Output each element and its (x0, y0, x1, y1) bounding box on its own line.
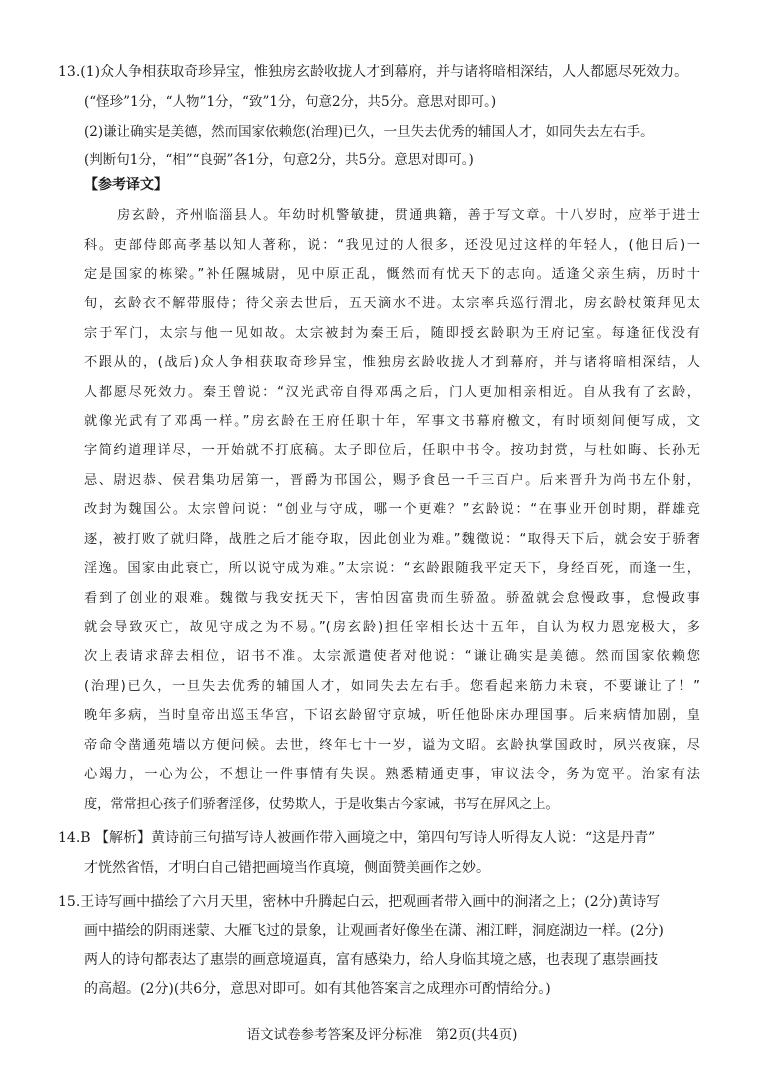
translation-line: 改封为魏国公。太宗曾问说：“创业与守成，哪一个更难？”玄龄说：“在事业开创时期，群雄竞 (84, 502, 700, 517)
q13-scoring-note-2: (判断句1分，“相”“良弼”各1分，句意2分，共5分。意思对即可。) (84, 152, 474, 168)
translation-line: 看到了创业的艰难。魏徵与我安抚天下，害怕因富贵而生骄盈。骄盈就会怠慢政事，怠慢政事 (84, 591, 700, 606)
translation-line: 房玄龄，齐州临淄县人。年幼时机警敏捷，贯通典籍，善于写文章。十八岁时，应举于进士 (117, 208, 700, 223)
translation-line: 科。吏部侍郎高孝基以知人著称，说：“我见过的人很多，还没见过这样的年轻人，(他日后)一 (84, 238, 700, 253)
q14-answer-line-2: 才恍然省悟，才明白自己错把画境当作真境，侧面赞美画作之妙。 (84, 860, 490, 876)
translation-line: 淫逸。国家由此衰亡，所以说守成为难。”太宗说：“玄龄跟随我平定天下，身经百死，而逢一生， (84, 561, 700, 576)
q13-scoring-note-1: (“怪珍”1分，“人物”1分，“致”1分，句意2分，共5分。意思对即可。) (84, 94, 497, 110)
translation-line: 帝命令凿通苑墙以方便问候。去世，终年七十一岁，谥为文昭。玄龄执掌国政时，夙兴夜寐，尽 (84, 738, 700, 753)
q15-answer-line-3: 两人的诗句都表达了惠崇的画意境逼真，富有感染力，给人身临其境之感，也表现了惠崇画技 (84, 952, 658, 968)
q15-answer-line-1: 15.王诗写画中描绘了六月天里，密林中升腾起白云，把观画者带入画中的涧渚之上；(2分)黄诗写 (58, 894, 661, 910)
q13-answer-2: (2)谦让确实是美德，然而国家依赖您(治理)已久，一旦失去优秀的辅国人才，如同失去左右手。 (84, 124, 654, 140)
page-footer: 语文试卷参考答案及评分标准 第2页(共4页) (246, 1027, 518, 1043)
translation-line: 晚年多病，当时皇帝出巡玉华宫，下诏玄龄留守京城，听任他卧床办理国事。后来病情加剧，皇 (84, 708, 700, 723)
translation-line: 度，常常担心孩子们骄奢淫侈，仗势欺人，于是收集古今家诫，书写在屏风之上。 (84, 797, 559, 812)
translation-line: 人都愿尽死效力。秦王曾说：“汉光武帝自得邓禹之后，门人更加相亲相近。自从我有了玄龄， (84, 385, 700, 400)
q14-answer-line-1: 14.B 【解析】黄诗前三句描写诗人被画作带入画境之中，第四句写诗人听得友人说：“这是丹青” (58, 830, 656, 846)
translation-line: 逐，被打败了就归降，战胜之后才能夺取，因此创业为难。”魏徵说：“取得天下后，就会安于骄奢 (84, 532, 700, 547)
translation-line: (治理)已久，一旦失去优秀的辅国人才，如同失去左右手。您看起来筋力未衰，不要谦让了！” (84, 679, 700, 694)
translation-line: 次上表请求辞去相位，诏书不准。太宗派遣使者对他说：“谦让确实是美德。然而国家依赖您 (84, 649, 700, 664)
q13-answer-1: 13.(1)众人争相获取奇珍异宝，惟独房玄龄收拢人才到幕府，并与诸将暗相深结，人人都愿尽死效力。 (58, 64, 689, 80)
translation-heading: 【参考译文】 (84, 177, 168, 193)
translation-line: 就像光武有了邓禹一样。”房玄龄在王府任职十年，军事文书幕府檄文，有时顷刻间便写成，文 (84, 414, 700, 429)
q15-answer-line-4: 的高超。(2分)(共6分，意思对即可。如有其他答案言之成理亦可酌情给分。) (84, 981, 551, 997)
translation-line: 宗于军门，太宗与他一见如故。太宗被封为秦王后，随即授玄龄职为王府记室。每逢征伐没有 (84, 326, 700, 341)
translation-line: 忌、尉迟恭、侯君集功居第一，晋爵为邗国公，赐予食邑一千三百户。后来晋升为尚书左仆射， (84, 473, 700, 488)
translation-line: 字简约道理详尽，一开始就不打底稿。太子即位后，任职中书令。按功封赏，与杜如晦、长孙无 (84, 443, 700, 458)
translation-line: 就会导致灭亡，故见守成之为不易。”(房玄龄)担任宰相长达十五年，自认为权力恩宠极大，多 (84, 620, 700, 635)
translation-line: 旬，玄龄衣不解带服侍；待父亲去世后，五天滴水不进。太宗率兵巡行渭北，房玄龄杖策拜见太 (84, 296, 700, 311)
q15-answer-line-2: 画中描绘的阴雨迷蒙、大雁飞过的景象，让观画者好像坐在潇、湘江畔，洞庭湖边一样。(2分) (84, 923, 664, 939)
translation-line: 定是国家的栋梁。”补任隰城尉，见中原正乱，慨然而有忧天下的志向。适逢父亲生病，历时十 (84, 267, 700, 282)
translation-line: 心竭力，一心为公，不想让一件事情有失误。熟悉精通吏事，审议法令，务为宽平。治家有法 (84, 767, 700, 782)
translation-line: 不跟从的，(战后)众人争相获取奇珍异宝，惟独房玄龄收拢人才到幕府，并与诸将暗相深结，人 (84, 355, 700, 370)
